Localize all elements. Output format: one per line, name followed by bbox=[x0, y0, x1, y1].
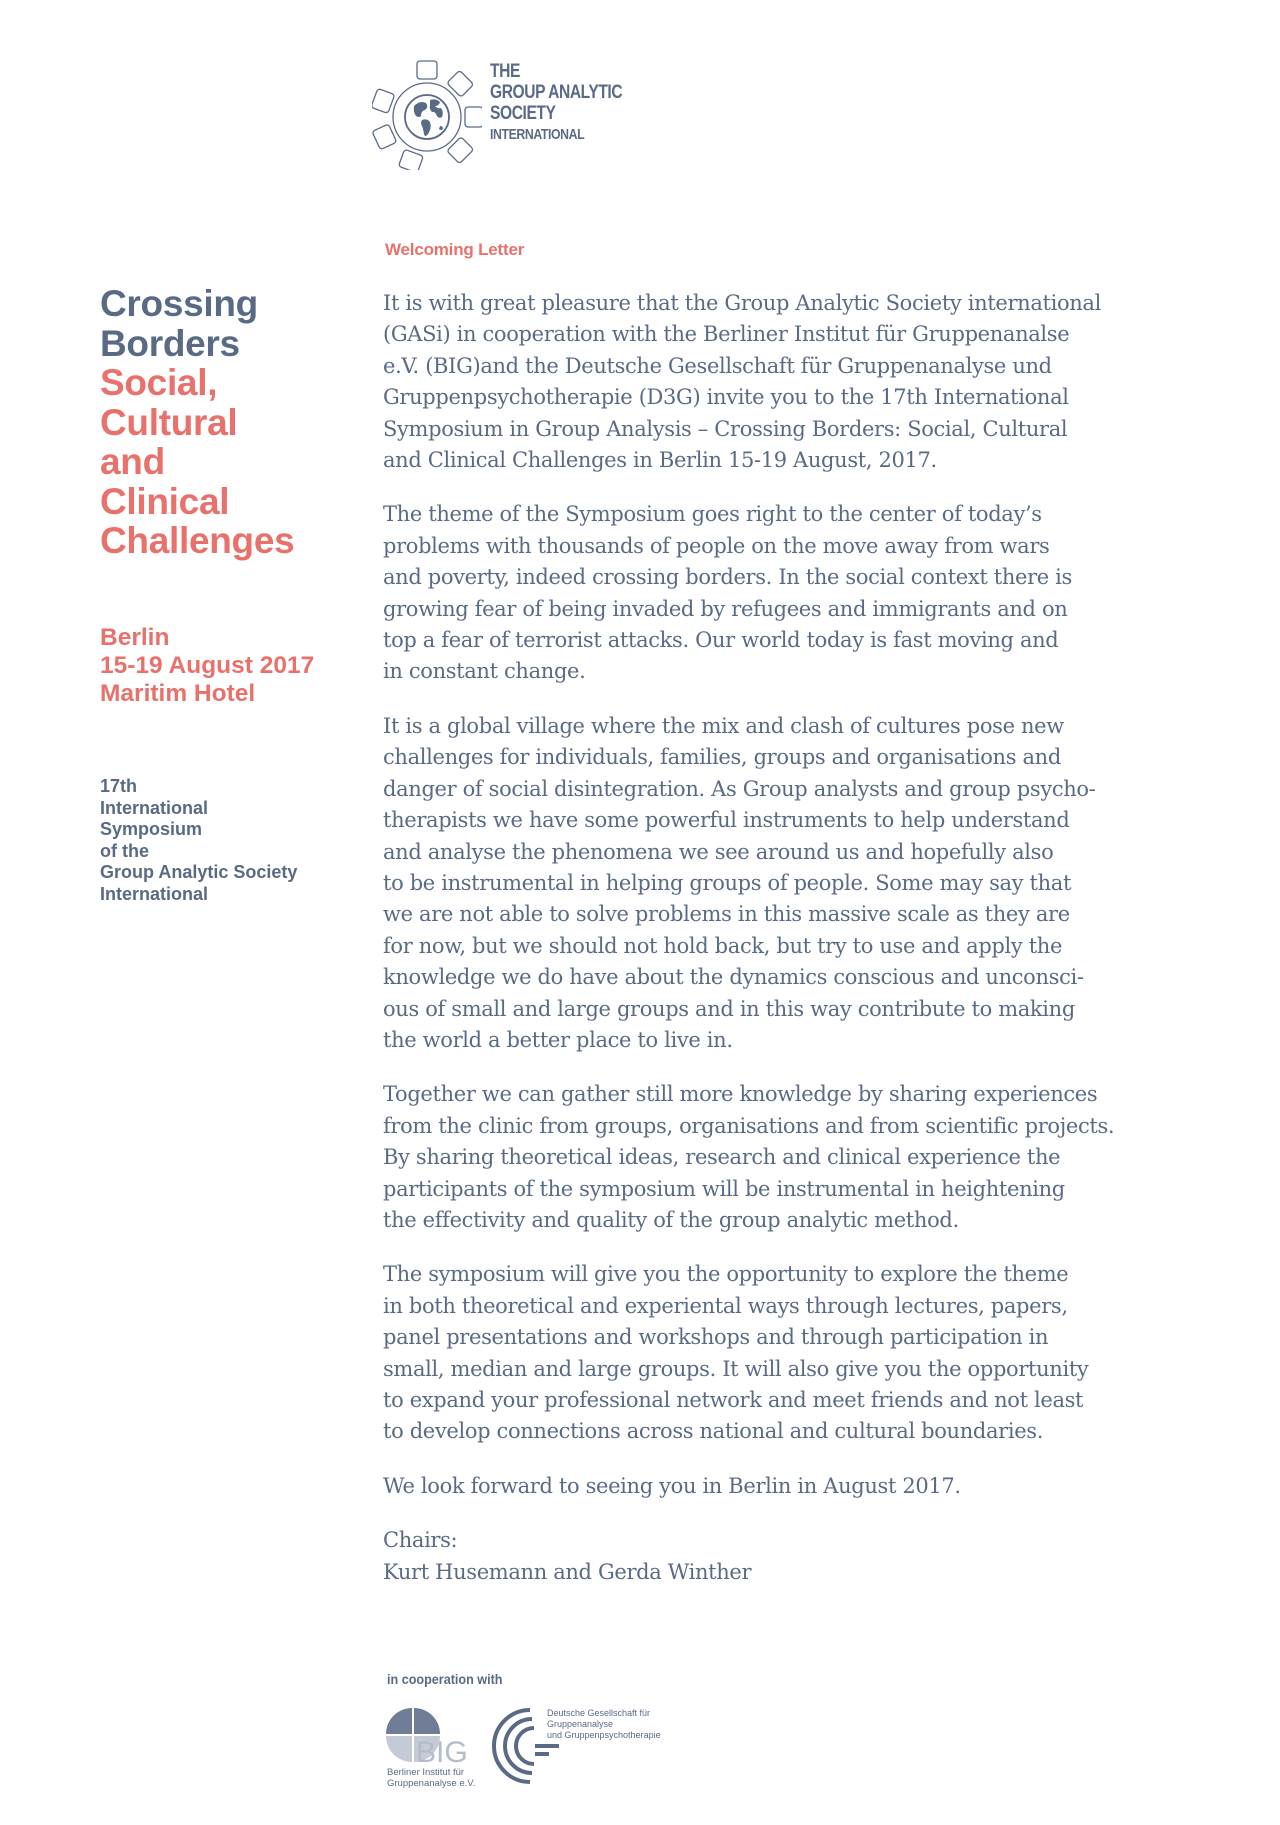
text-line: from the clinic from groups, organisations and from scientific projects. bbox=[383, 1113, 1115, 1138]
cooperation-label: in cooperation with bbox=[387, 1671, 503, 1687]
text-line: danger of social disintegration. As Group analysts and group psycho- bbox=[383, 776, 1096, 801]
text-line: we are not able to solve problems in this massive scale as they are bbox=[383, 902, 1070, 927]
big-quartered-circle-icon bbox=[385, 1707, 485, 1769]
globe-gear-icon bbox=[372, 60, 482, 170]
symposium-line: International bbox=[100, 797, 209, 818]
text-line: therapists we have some powerful instruments to help understand bbox=[383, 808, 1070, 833]
text-line: and Clinical Challenges in Berlin 15-19 August, 2017. bbox=[383, 448, 937, 473]
text-line: ous of small and large groups and in this way contribute to making bbox=[383, 996, 1075, 1021]
event-title bbox=[100, 284, 294, 561]
big-caption-line: Berliner Institut für bbox=[387, 1767, 465, 1778]
chairs-label: Chairs: bbox=[383, 1528, 458, 1553]
title-line: and bbox=[100, 441, 165, 482]
paragraph-3 bbox=[383, 711, 1213, 1056]
text-line: challenges for individuals, families, groups and organisations and bbox=[383, 745, 1061, 770]
symposium-line: Group Analytic Society bbox=[100, 862, 298, 882]
symposium-description bbox=[100, 776, 297, 905]
event-venue: Maritim Hotel bbox=[100, 680, 256, 707]
text-line: Gruppenpsychotherapie (D3G) invite you to the 17th International bbox=[383, 385, 1069, 410]
symposium-line: Symposium bbox=[100, 819, 203, 839]
big-mark: BIG bbox=[416, 1736, 468, 1769]
big-caption-line: Gruppenanalyse e.V. bbox=[387, 1778, 476, 1789]
paragraph-5 bbox=[383, 1259, 1213, 1447]
text-line: for now, but we should not hold back, but try to use and apply the bbox=[383, 933, 1063, 958]
text-line: and poverty, indeed crossing borders. In the social context there is bbox=[383, 565, 1072, 590]
event-dates: 15-19 August 2017 bbox=[100, 652, 315, 679]
title-line: Crossing bbox=[100, 283, 258, 324]
text-line: It is with great pleasure that the Group Analytic Society international bbox=[383, 291, 1101, 315]
logo-text-the: THE bbox=[490, 61, 520, 82]
paragraph-4 bbox=[383, 1079, 1213, 1236]
paragraph-1 bbox=[383, 288, 1213, 476]
chairs-names: Kurt Husemann and Gerda Winther bbox=[383, 1559, 752, 1584]
text-line: in both theoretical and experiental ways through lectures, papers, bbox=[383, 1293, 1068, 1318]
text-line: It is a global village where the mix and clash of cultures pose new bbox=[383, 713, 1064, 738]
text-line: panel presentations and workshops and through participation in bbox=[383, 1325, 1049, 1350]
text-line: By sharing theoretical ideas, research and clinical experience the bbox=[383, 1145, 1061, 1170]
logo-text-society: SOCIETY bbox=[490, 103, 556, 124]
text-line: The theme of the Symposium goes right to the center of today’s bbox=[383, 502, 1042, 527]
symposium-line: of the bbox=[100, 840, 149, 861]
text-line: in constant change. bbox=[383, 659, 586, 684]
title-line: Social, bbox=[100, 362, 218, 403]
text-line: e.V. (BIG)and the Deutsche Gesellschaft für Gruppenanalyse und bbox=[383, 353, 1052, 378]
text-line: to develop connections across national and cultural boundaries. bbox=[383, 1419, 1044, 1444]
title-line: Cultural bbox=[100, 401, 238, 443]
text-line: knowledge we do have about the dynamics conscious and unconsci- bbox=[383, 965, 1084, 990]
d3g-caption-line: Gruppenanalyse bbox=[547, 1719, 614, 1729]
text-line: participants of the symposium will be instrumental in heightening bbox=[383, 1176, 1065, 1201]
text-line: (GASi) in cooperation with the Berliner Institut für Gruppenanalse bbox=[383, 322, 1070, 347]
text-line: to be instrumental in helping groups of people. Some may say that bbox=[383, 870, 1072, 895]
text-line: small, median and large groups. It will also give you the opportunity bbox=[383, 1356, 1089, 1381]
d3g-caption-line: Deutsche Gesellschaft für bbox=[547, 1708, 651, 1718]
d3g-caption-line: und Gruppenpsychotherapie bbox=[547, 1730, 661, 1740]
letter-body bbox=[383, 288, 1213, 1588]
text-line: top a fear of terrorist attacks. Our world today is fast moving and bbox=[383, 628, 1059, 653]
logo-text-group-analytic: GROUP ANALYTIC bbox=[490, 82, 623, 103]
section-label: Welcoming Letter bbox=[385, 240, 525, 259]
title-line: Borders bbox=[100, 322, 240, 364]
title-line: Challenges bbox=[100, 520, 295, 561]
text-line: the effectivity and quality of the group analytic method. bbox=[383, 1207, 959, 1232]
event-location-date bbox=[100, 624, 314, 708]
text-line: problems with thousands of people on the move away from wars bbox=[383, 533, 1050, 558]
symposium-line: International bbox=[100, 883, 209, 904]
gasi-logo bbox=[372, 60, 672, 170]
text-line: growing fear of being invaded by refugees and immigrants and on bbox=[383, 596, 1068, 621]
big-caption bbox=[387, 1767, 475, 1789]
d3g-caption bbox=[547, 1708, 661, 1741]
paragraph-2 bbox=[383, 499, 1213, 687]
text-line: Symposium in Group Analysis – Crossing Borders: Social, Cultural bbox=[383, 416, 1068, 441]
event-city: Berlin bbox=[100, 624, 170, 651]
text-line: the world a better place to live in. bbox=[383, 1027, 733, 1052]
title-line: Clinical bbox=[100, 480, 230, 522]
logo-text-international: INTERNATIONAL bbox=[490, 126, 585, 143]
text-line: The symposium will give you the opportunity to explore the theme bbox=[383, 1262, 1069, 1287]
text-line: and analyse the phenomena we see around us and hopefully also bbox=[383, 839, 1054, 864]
closing-sentence: We look forward to seeing you in Berlin in August 2017. bbox=[383, 1473, 961, 1498]
text-line: to expand your professional network and meet friends and not least bbox=[383, 1388, 1084, 1412]
text-line: Together we can gather still more knowledge by sharing experiences bbox=[383, 1082, 1098, 1107]
symposium-line: 17th bbox=[100, 776, 138, 796]
